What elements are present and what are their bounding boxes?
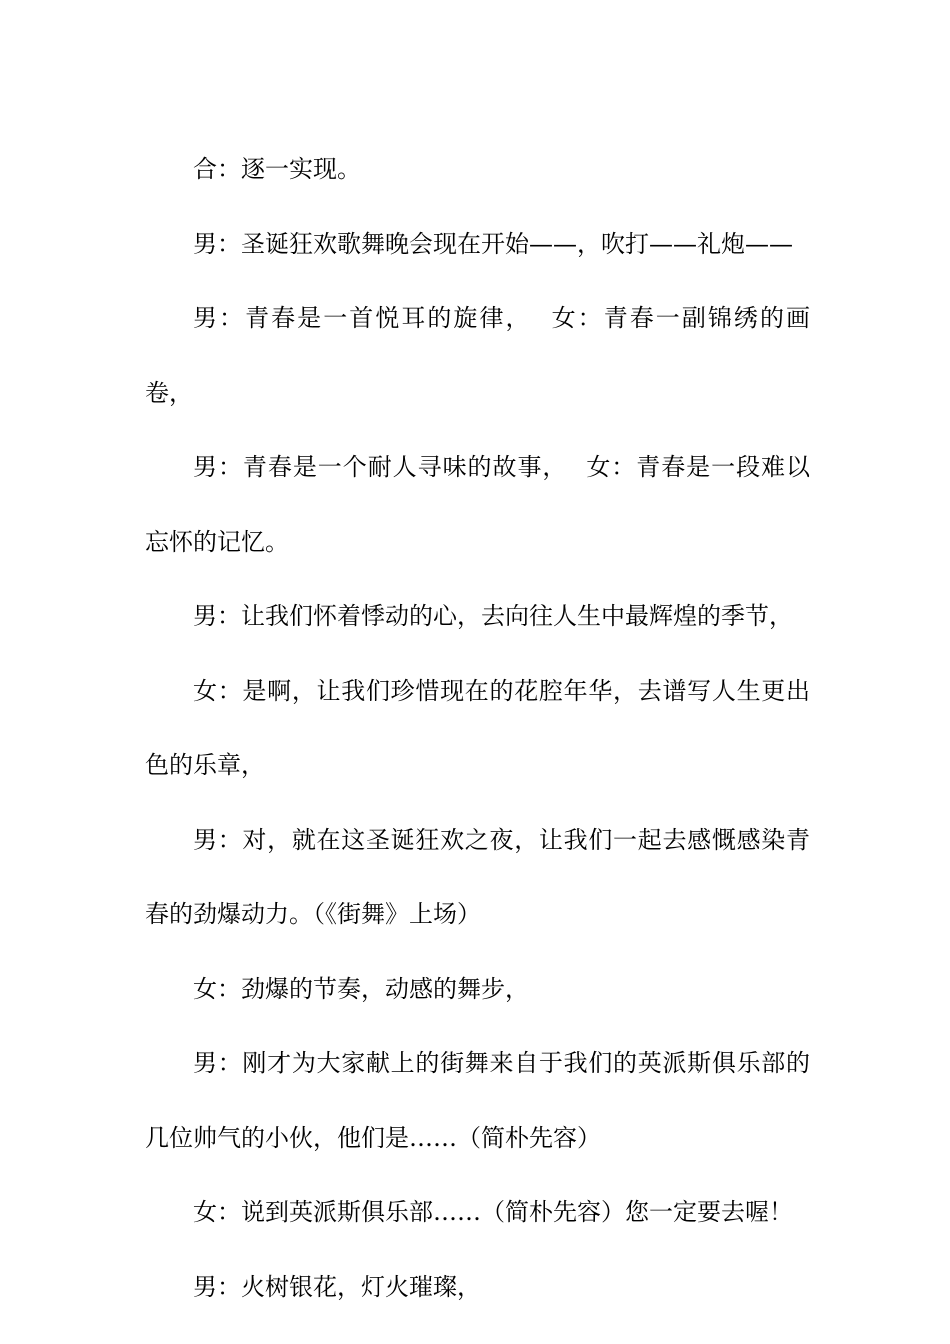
paragraph-9: 男：刚才为大家献上的街舞来自于我们的英派斯俱乐部的几位帅气的小伙，他们是……（简朴先容）	[145, 1049, 810, 1152]
paragraph-6: 女：是啊，让我们珍惜现在的花腔年华，去谱写人生更出色的乐章，	[145, 676, 810, 779]
paragraph-3-male-line: 男：青春是一首悦耳的旋律，	[193, 304, 532, 332]
paragraph-11: 男：火树银花，灯火璀璨，	[193, 1272, 481, 1301]
document-body	[145, 132, 810, 1324]
paragraph-2: 男：圣诞狂欢歌舞晚会现在开始——，吹打——礼炮——	[193, 229, 793, 258]
paragraph-4-male-line: 男：青春是一个耐人寻味的故事，	[193, 453, 568, 481]
paragraph-5: 男：让我们怀着悸动的心，去向往人生中最辉煌的季节，	[193, 602, 793, 630]
paragraph-1: 合：逐一实现。	[193, 155, 361, 183]
paragraph-10: 女：说到英派斯俱乐部……（简朴先容）您一定要去喔！	[193, 1198, 793, 1226]
paragraph-3	[145, 281, 810, 430]
paragraph-4-female-line: 女：青春是一段难以忘怀的记忆。	[145, 453, 810, 556]
paragraph-8: 女：劲爆的节奏，动感的舞步，	[193, 974, 529, 1003]
paragraph-3-female-line: 女：青春一副锦绣的画卷，	[145, 304, 811, 407]
paragraph-7: 男：对，就在这圣诞狂欢之夜，让我们一起去感慨感染青春的劲爆动力。（《街舞》上场）	[145, 825, 810, 928]
paragraph-4	[145, 430, 810, 579]
